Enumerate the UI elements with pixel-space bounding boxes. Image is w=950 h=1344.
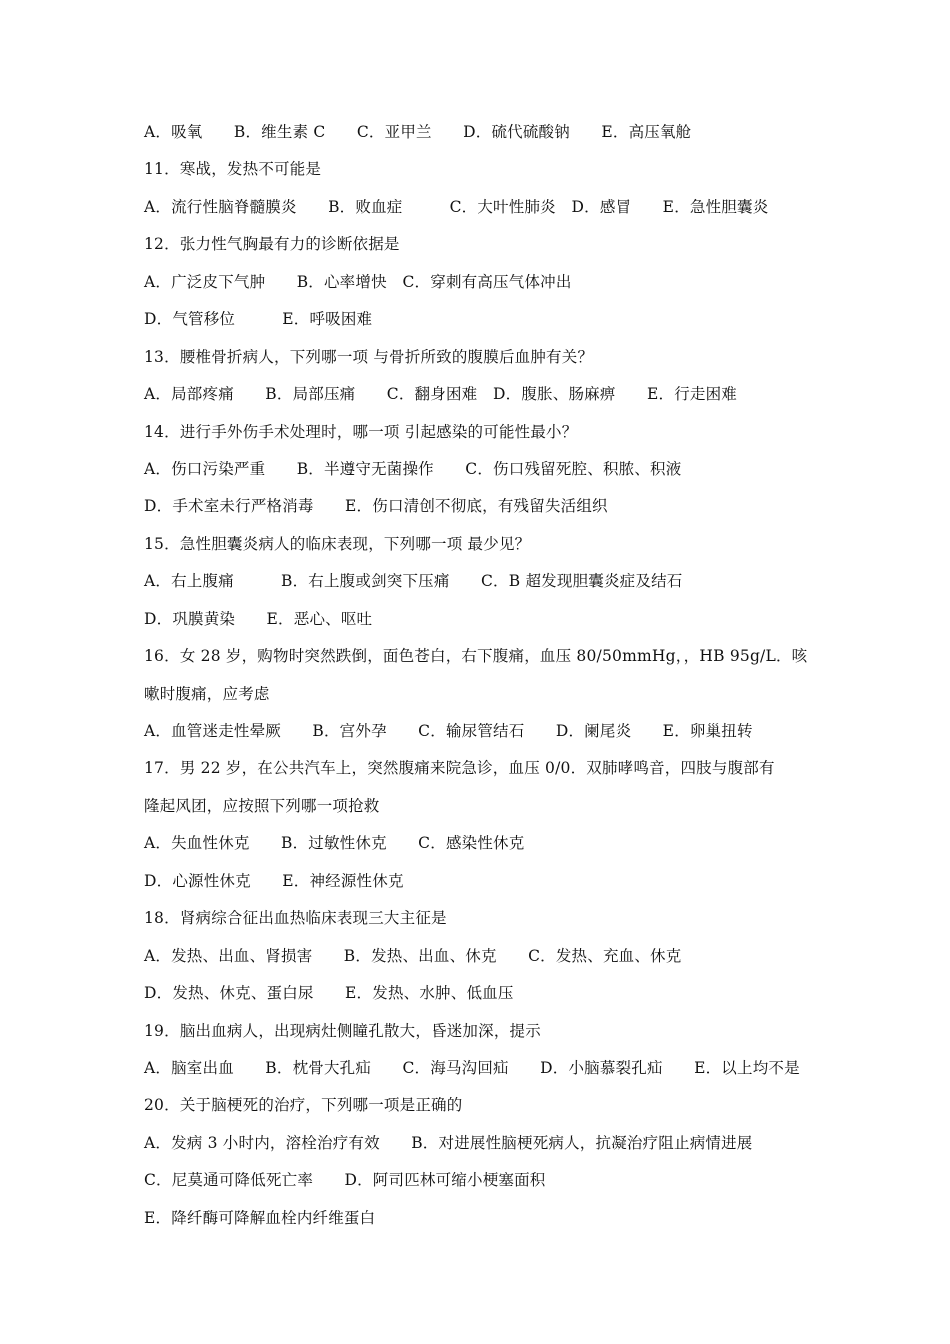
question-15: 15．急性胆囊炎病人的临床表现，下列哪一项 最少见？ <box>144 534 531 553</box>
option-line-q18-b: D．发热、休克、蛋白尿 E．发热、水肿、低血压 <box>144 984 514 1003</box>
option-line-q20-a: A．发病 3 小时内，溶栓治疗有效 B．对进展性脑梗死病人，抗凝治疗阻止病情进展 <box>144 1133 753 1152</box>
question-11: 11．寒战，发热不可能是 <box>144 160 322 179</box>
option-line-q20-b: C．尼莫通可降低死亡率 D．阿司匹林可缩小梗塞面积 <box>144 1171 546 1190</box>
option-line-q17-a: A．失血性休克 B．过敏性休克 C．感染性休克 <box>144 834 525 853</box>
option-line-q12-b: D．气管移位 E．呼吸困难 <box>144 310 373 329</box>
question-13: 13．腰椎骨折病人，下列哪一项 与骨折所致的腹膜后血肿有关？ <box>144 347 594 366</box>
question-17-cont: 隆起风团，应按照下列哪一项抢救 <box>144 796 380 815</box>
option-line-q20-c: E．降纤酶可降解血栓内纤维蛋白 <box>144 1208 376 1227</box>
option-line-q15-a: A．右上腹痛 B．右上腹或剑突下压痛 C．B 超发现胆囊炎症及结石 <box>144 572 683 591</box>
question-20: 20．关于脑梗死的治疗，下列哪一项是正确的 <box>144 1096 463 1115</box>
option-line-q14-a: A．伤口污染严重 B．半遵守无菌操作 C．伤口残留死腔、积脓、积液 <box>144 459 682 478</box>
option-line-q19: A．脑室出血 B．枕骨大孔疝 C．海马沟回疝 D．小脑慕裂孔疝 E．以上均不是 <box>144 1058 800 1077</box>
option-line-q16: A．血管迷走性晕厥 B．宫外孕 C．输尿管结石 D．阑尾炎 E．卵巢扭转 <box>144 722 753 740</box>
question-17: 17．男 22 岁，在公共汽车上，突然腹痛来院急诊，血压 0/0．双肺哮鸣音，四肢与腹部有 <box>144 759 775 778</box>
option-line-q14-b: D．手术室未行严格消毒 E．伤口清创不彻底，有残留失活组织 <box>144 497 608 516</box>
option-line-q18-a: A．发热、出血、肾损害 B．发热、出血、休克 C．发热、充血、休克 <box>144 946 682 965</box>
question-16: 16．女 28 岁，购物时突然跌倒，面色苍白，右下腹痛，血压 80/50mmHg，，HB 95g/L．咳 <box>144 647 808 666</box>
option-line-q10: A．吸氧 B．维生素 C C．亚甲兰 D．硫代硫酸钠 E．高压氧舱 <box>144 123 692 141</box>
document-page <box>144 114 824 1237</box>
question-16-cont: 嗽时腹痛，应考虑 <box>144 684 270 703</box>
option-line-q13: A．局部疼痛 B．局部压痛 C．翻身困难 D．腹胀、肠麻痹 E．行走困难 <box>144 385 737 404</box>
option-line-q17-b: D．心源性休克 E．神经源性休克 <box>144 871 404 890</box>
question-18: 18．肾病综合征出血热临床表现三大主征是 <box>144 909 447 928</box>
option-line-q15-b: D．巩膜黄染 E．恶心、呕吐 <box>144 609 373 628</box>
option-line-q11: A．流行性脑脊髓膜炎 B．败血症 C．大叶性肺炎 D．感冒 E．急性胆囊炎 <box>144 197 769 216</box>
question-19: 19．脑出血病人，出现病灶侧瞳孔散大，昏迷加深，提示 <box>144 1021 541 1040</box>
option-line-q12-a: A．广泛皮下气肿 B．心率增快 C．穿刺有高压气体冲出 <box>144 272 572 291</box>
question-12: 12．张力性气胸最有力的诊断依据是 <box>144 235 400 254</box>
question-14: 14．进行手外伤手术处理时，哪一项 引起感染的可能性最小？ <box>144 422 578 441</box>
